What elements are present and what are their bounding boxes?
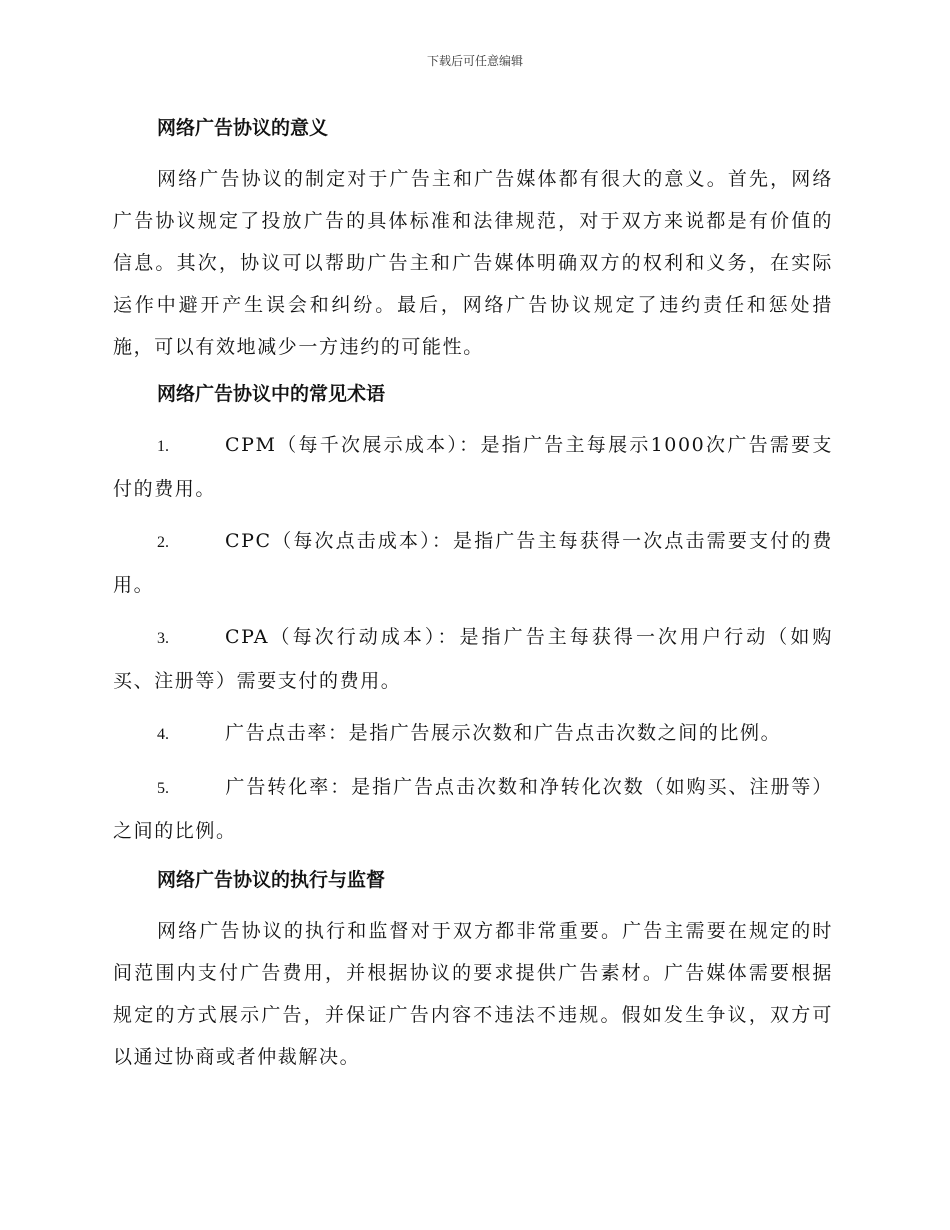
list-item-number: 2. bbox=[157, 534, 169, 551]
section-title-terms: 网络广告协议中的常见术语 bbox=[157, 383, 386, 405]
section-paragraph-execution: 网络广告协议的执行和监督对于双方都非常重要。广告主需要在规定的时间范围内支付广告费用，并根据协议的要求提供广告素材。广告媒体需要根据规定的方式展示广告，并保证广告内容不违法不违规。假如发生争议，双方可以通过协商或者仲裁解决。 bbox=[113, 920, 833, 1068]
list-item bbox=[113, 766, 833, 852]
list-item-text: CPM（每千次展示成本）：是指广告主每展示1000次广告需要支付的费用。 bbox=[113, 434, 833, 500]
terms-list bbox=[113, 424, 833, 852]
list-item-number: 4. bbox=[157, 726, 169, 743]
page-header-note: 下载后可任意编辑 bbox=[426, 54, 523, 68]
list-item-number: 1. bbox=[157, 438, 169, 455]
list-item-text: CPC（每次点击成本）：是指广告主每获得一次点击需要支付的费用。 bbox=[113, 530, 833, 596]
list-item-number: 3. bbox=[157, 630, 169, 647]
list-item bbox=[113, 712, 833, 756]
list-item bbox=[113, 424, 833, 510]
list-item-number: 5. bbox=[157, 780, 169, 797]
list-item bbox=[113, 520, 833, 606]
list-item-text: 广告点击率：是指广告展示次数和广告点击次数之间的比例。 bbox=[225, 722, 782, 744]
list-item bbox=[113, 616, 833, 702]
document-body bbox=[113, 110, 833, 1086]
section-paragraph-meaning: 网络广告协议的制定对于广告主和广告媒体都有很大的意义。首先，网络广告协议规定了投放广告的具体标准和法律规范，对于双方来说都是有价值的信息。其次，协议可以帮助广告主和广告媒体明确双方的权利和义务，在实际运作中避开产生误会和纠纷。最后，网络广告协议规定了违约责任和惩处措施，可以有效地减少一方违约的可能性。 bbox=[113, 168, 833, 358]
list-item-text: CPA（每次行动成本）：是指广告主每获得一次用户行动（如购买、注册等）需要支付的费用。 bbox=[113, 626, 833, 692]
section-title-meaning: 网络广告协议的意义 bbox=[157, 117, 329, 139]
section-title-execution: 网络广告协议的执行与监督 bbox=[157, 869, 386, 891]
list-item-text: 广告转化率：是指广告点击次数和净转化次数（如购买、注册等）之间的比例。 bbox=[113, 776, 833, 842]
